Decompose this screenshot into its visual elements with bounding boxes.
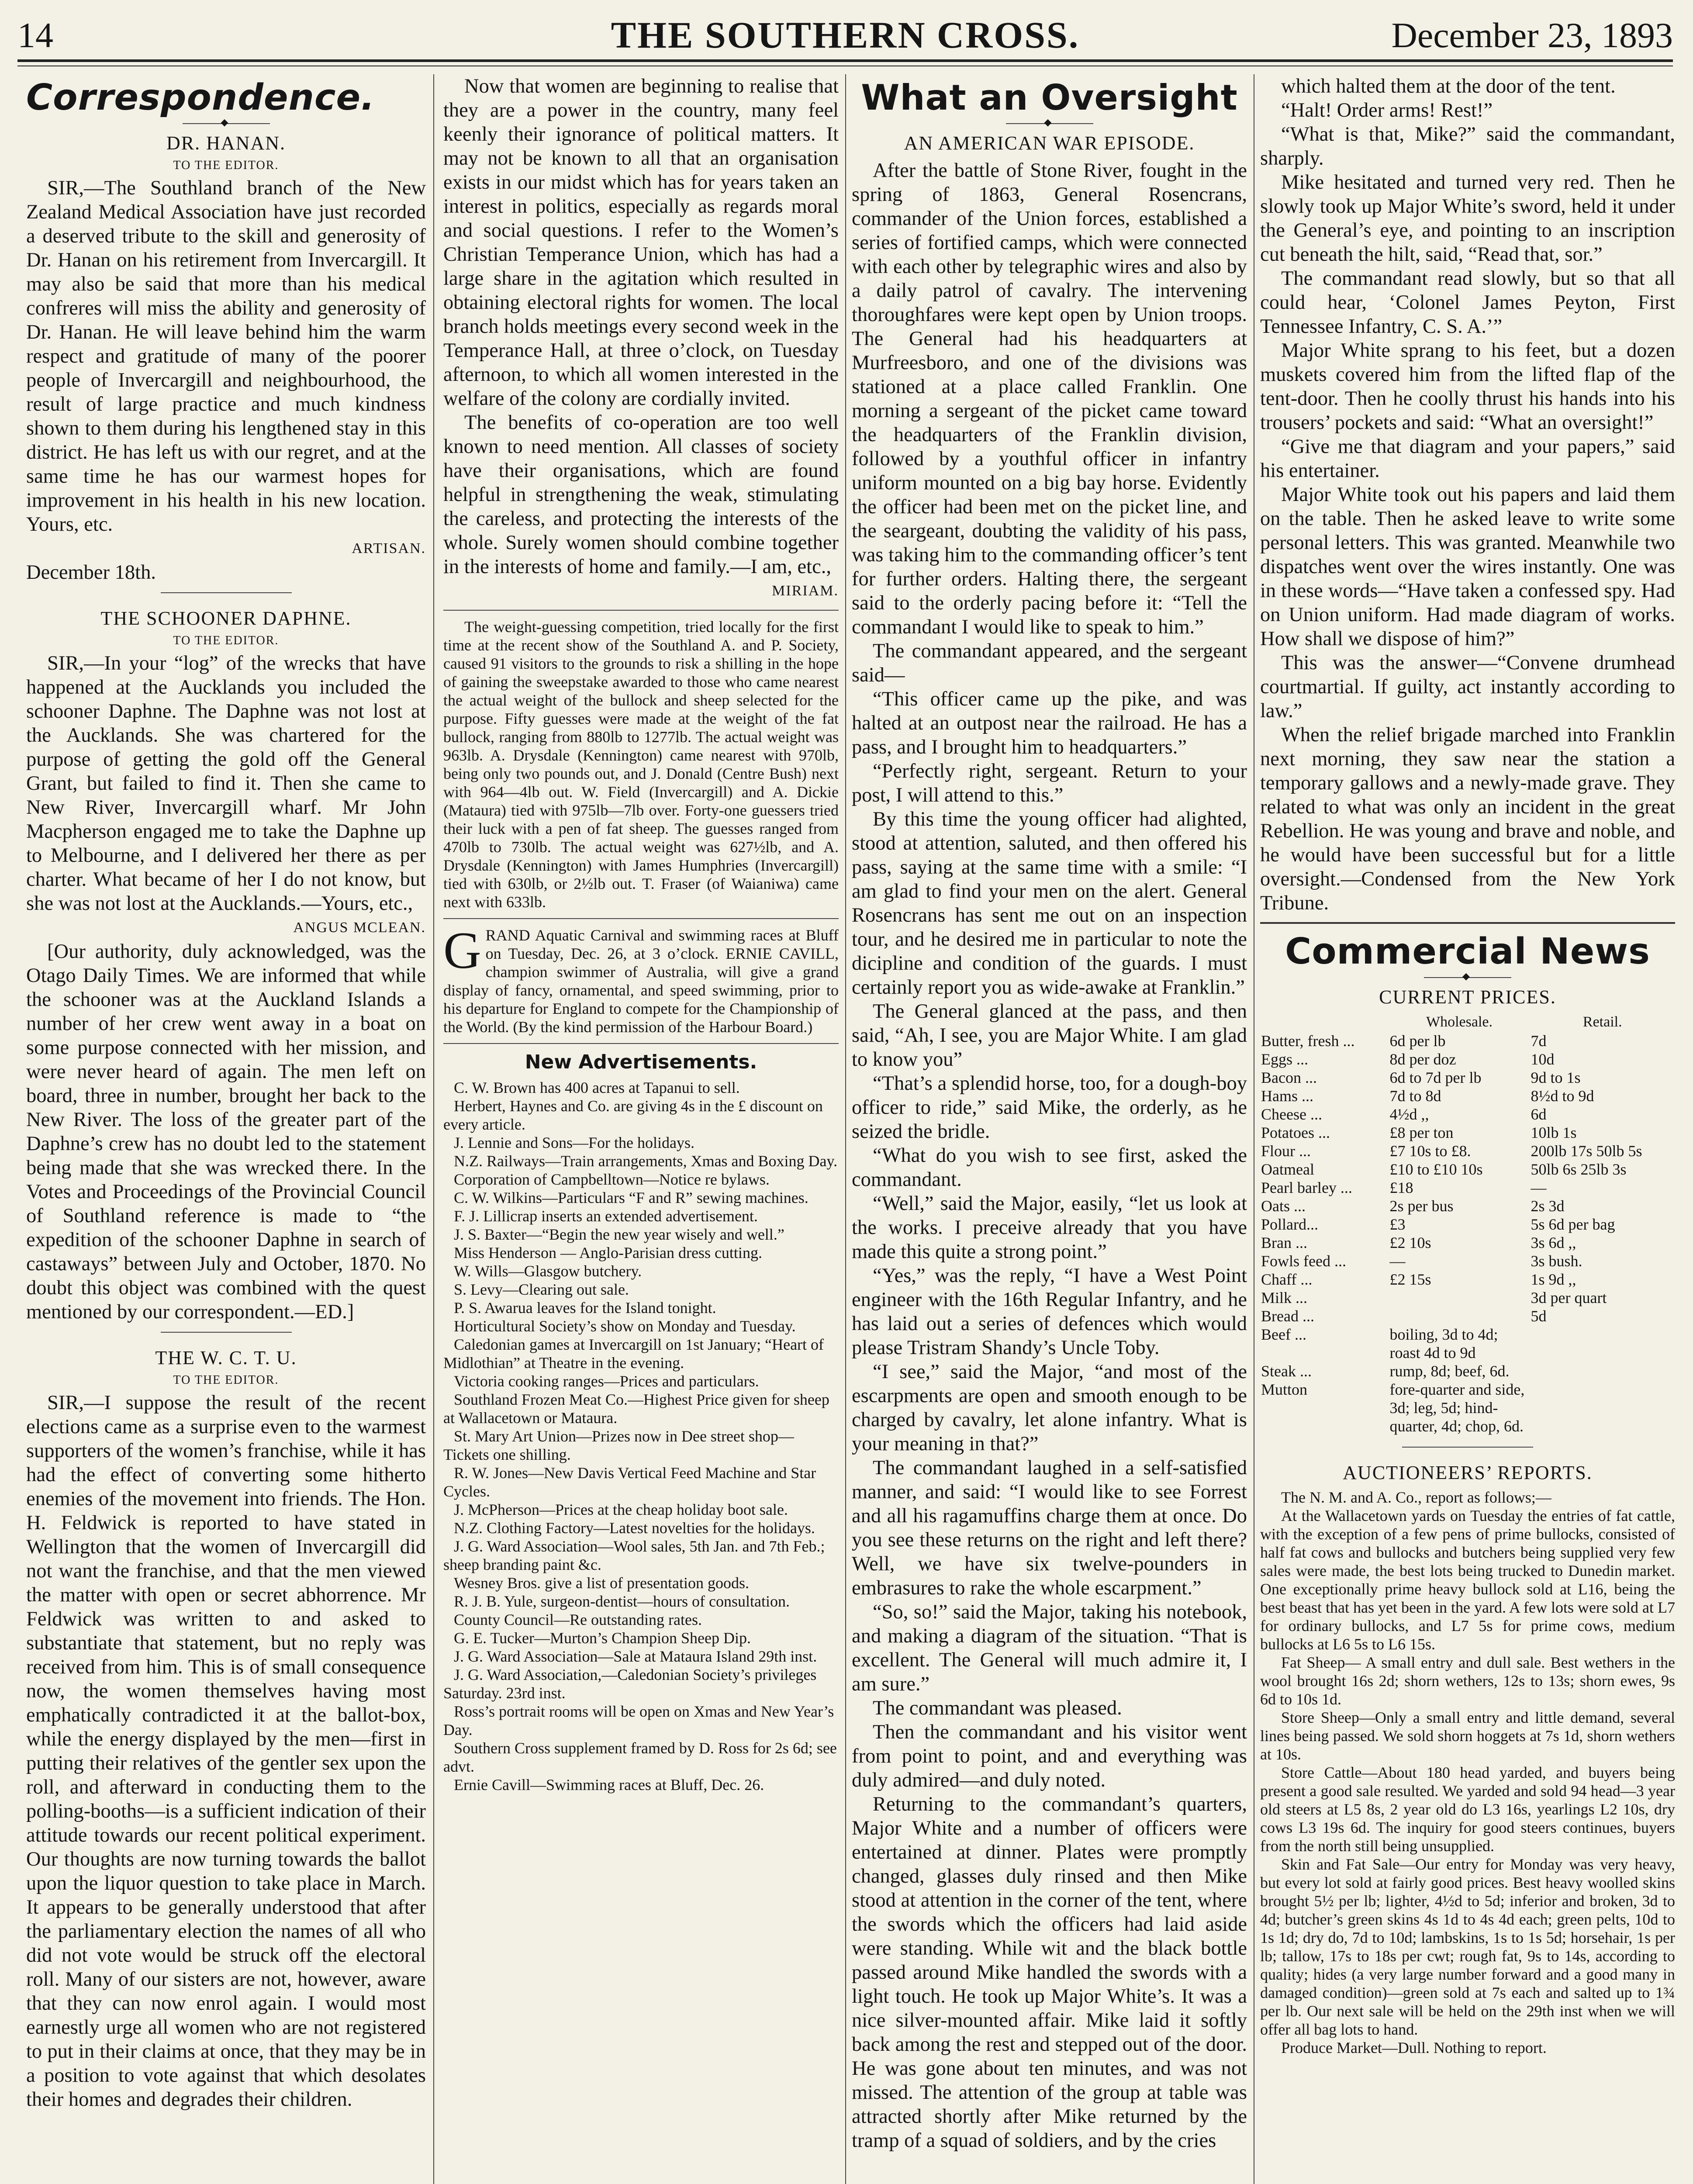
price-item: Potatoes ... [1261,1124,1330,1141]
advertisement-item: Southland Frozen Meat Co.—Highest Price given for sheep at Wallacetown or Mataura. [443,1391,829,1427]
story-paragraph: “Halt! Order arms! Rest!” [1281,99,1493,121]
advertisement-item: County Council—Re outstanding rates. [454,1611,702,1628]
advertisement-item: Corporation of Campbelltown—Notice re bylaws. [454,1171,770,1188]
price-row [1260,1380,1675,1435]
advertisement-item: J. S. Baxter—“Begin the new year wisely and well.” [454,1226,784,1243]
price-retail: 9d to 1s [1531,1069,1581,1086]
price-wholesale: 2s per bus [1389,1197,1454,1215]
advertisement-item: F. J. Lillicrap inserts an extended advertisement. [454,1207,758,1225]
advertisement-item: Caledonian games at Invercargill on 1st January; “Heart of Midlothian” at Theatre in the evening. [443,1336,824,1372]
price-wholesale: 6d to 7d per lb [1389,1069,1482,1086]
advertisement-item: Herbert, Haynes and Co. are giving 4s in the £ discount on every article. [443,1097,823,1133]
retail-column-header: Retail. [1582,1014,1622,1030]
newspaper-title: THE SOUTHERN CROSS. [611,14,1080,56]
price-row [1260,1215,1675,1234]
price-row [1260,1105,1675,1123]
story-paragraph: “What do you wish to see first, asked the commandant. [852,1144,1247,1191]
price-wholesale: £2 15s [1389,1271,1431,1288]
price-row [1260,1289,1675,1307]
letter-dateline: December 18th. [26,561,156,584]
advertisement-item: C. W. Wilkins—Particulars “F and R” sewing machines. [454,1189,808,1206]
advertisement-item: N.Z. Railways—Train arrangements, Xmas and Boxing Day. [454,1152,838,1170]
price-item: Bread ... [1261,1307,1314,1325]
story-paragraph: This was the answer—“Convene drumhead courtmartial. If guilty, act instantly according to law.” [1260,652,1675,722]
price-retail: 10d [1531,1051,1555,1068]
price-item: Chaff ... [1261,1271,1313,1288]
letter-signature: ANGUS MCLEAN. [293,919,426,936]
drop-cap: G [443,921,481,979]
price-wholesale: £7 10s to £8. [1389,1142,1471,1160]
price-item: Fowls feed ... [1261,1252,1346,1270]
price-retail: — [1531,1179,1547,1196]
advertisement-item: J. Lennie and Sons—For the holidays. [454,1134,694,1151]
letter-title: THE SCHOONER DAPHNE. [100,608,352,629]
advertisement-item: G. E. Tucker—Murton’s Champion Sheep Dip. [454,1629,751,1647]
auction-report-paragraph: Store Cattle—About 180 head yarded, and buyers being present a good sale resulted. We yarded and sold 94 head—3 year old steers at L5 8s, 2 year old do L3 16s, yearlings L2 10s, dry cows L3 19s 6d. The inquiry for good steers continues, buyers from the north still being unsupplied. [1260,1764,1675,1855]
price-retail: 3d per quart [1531,1289,1607,1306]
story-paragraph: The General glanced at the pass, and then said, “Ah, I see, you are Major White. I am glad to know you” [852,1000,1247,1071]
to-editor-label: TO THE EDITOR. [173,159,279,172]
price-wholesale: 8d per doz [1389,1051,1456,1068]
price-retail: 3s 6d ,, [1531,1234,1576,1251]
price-row [1260,1234,1675,1252]
price-row [1260,1032,1675,1050]
weight-guessing-article: The weight-guessing competition, tried locally for the first time at the recent show of the Southland A. and P. Society, caused 91 visitors to the grounds to risk a shilling in the hope of gaining the sweepstake awarded to those who came nearest the actual weight of the bullock and sheep selected for the purpose. Fifty guesses were made at the weight of the fat bullock, ranging from 880lb to 1277lb. The actual weight was 963lb. A. Drysdale (Kennington) came nearest with 970lb, being only two pounds out, and J. Donald (Centre Bush) next with 964—4lb out. W. Field (Invercargill) and A. Dickie (Mataura) tied with 975lb—7lb over. Forty-one guessers tried their luck with a pen of fat sheep. The guesses ranged from 470lb to 730lb. The actual weight was 627½lb, and A. Drysdale (Kennington) with James Humphries (Invercargill) tied with 630lb, or 2½lb out. T. Fraser (of Waianiwa) came next with 633lb. [443,618,839,911]
advertisement-item: R. W. Jones—New Davis Vertical Feed Machine and Star Cycles. [443,1464,816,1500]
advertisement-list [443,1078,839,1794]
advertisement-item: P. S. Awarua leaves for the Island tonight. [454,1299,716,1317]
price-wholesale: — [1389,1252,1406,1270]
auctioneers-title: AUCTIONEERS’ REPORTS. [1343,1462,1593,1483]
story-paragraph: The commandant appeared, and the sergeant said— [852,640,1247,686]
divider [161,592,292,593]
story-paragraph: “I see,” said the Major, “and most of the escarpments are open and smooth enough to be charged by cavalry, let alone infantry. What is your meaning in that?” [852,1361,1247,1455]
price-wholesale: 4½d ,, [1389,1106,1429,1123]
price-row [1260,1362,1675,1380]
story-paragraph: “So, so!” said the Major, taking his notebook, and making a diagram of the situation. “That is excellent. The General will much admire it, I am sure.” [852,1601,1247,1695]
price-retail: 10lb 1s [1531,1124,1577,1141]
column-correspondence [26,74,426,2184]
new-advertisements-heading: New Advertisements. [525,1051,757,1073]
price-retail: 50lb 6s 25lb 3s [1531,1161,1627,1178]
price-retail [1530,1325,1676,1362]
price-wholesale: £2 10s [1389,1234,1431,1251]
story-paragraph: “Well,” said the Major, easily, “let us look at the works. I preceive already that you have made this quite a strong point.” [852,1192,1247,1263]
advertisement-item: Horticultural Society’s show on Monday and Tuesday. [454,1317,796,1335]
advertisement-item: S. Levy—Clearing out sale. [454,1281,629,1298]
masthead [17,10,1673,58]
price-retail: 1s 9d ,, [1531,1271,1576,1288]
carnival-text: RAND Aquatic Carnival and swimming races at Bluff on Tuesday, Dec. 26, at 3 o’clock. ERNIE CAVILL, champion swimmer of Australia, will give a grand display of fancy, ornamental, and speed swimming, prior to his departure for England to compete for the Championship of the World. (By the kind permission of the Harbour Board.) [443,926,839,1036]
editor-note: [Our authority, duly acknowledged, was the Otago Daily Times. We are informed that while the schooner was at the Auckland Islands a number of her crew went away in a boat on some purpose connected with her mission, and were never heard of again. The men left on board, three in number, brought her back to the New River. The loss of the greater part of the Daphne’s crew has no doubt led to the statement being made that she was wrecked there. In the Votes and Proceedings of the Provincial Council of Southland reference is made to “the expedition of the schooner Daphne in search of castaways” between July and October, 1870. No doubt this object was combined with the quest mentioned by our correspondent.—ED.] [26,940,426,1323]
price-retail: 200lb 17s 50lb 5s [1531,1142,1642,1160]
divider [443,610,839,611]
price-wholesale: £10 to £10 10s [1389,1161,1483,1178]
divider [1260,922,1675,924]
story-paragraph: “Perfectly right, sergeant. Return to your post, I will attend to this.” [852,760,1247,806]
letter-body: SIR,—The Southland branch of the New Zealand Medical Association have just recorded a deserved tribute to the skill and generosity of Dr. Hanan on his retirement from Invercargill. It may also be said that more than his medical confreres will miss the ability and generosity of Dr. Hanan. He will leave behind him the warm respect and gratitude of many of the poorer people of Invercargill and neighbourhood, the result of large practice and much kindness shown to them during his lengthened stay in this district. He has left us with our regret, and at the same time he has our warmest hopes for improvement in his health in his new location. Yours, etc. [26,177,426,536]
price-retail: 6d [1531,1106,1547,1123]
price-item: Oatmeal [1261,1161,1314,1178]
auction-report-paragraph: Skin and Fat Sale—Our entry for Monday was very heavy, but every lot sold at fairly good prices. Best heavy woolled skins brought 5½ per lb; lighter, 4½d to 5d; inferior and broken, 3d to 4d; butcher’s green skins 4s 1d to 4s 4d each; green pelts, 10d to 1s 1d; dry do, 7d to 10d; lambskins, 1s to 1s 5d; horsehair, 1s per lb; tallow, 17s to 18s per cwt; rough fat, 9s to 14s, according to quality; hides (a very large number forward and a good many in damaged condition)—green sold at 7s each and salted up to 1¾ per lb. Our next sale will be held on the 29th inst when we will offer all bag lots to hand. [1260,1856,1675,2038]
price-item: Flour ... [1261,1142,1311,1160]
letter-signature: MIRIAM. [772,583,839,599]
price-wholesale [1389,1307,1530,1325]
price-retail: 2s 3d [1531,1197,1565,1215]
story-paragraph: Major White sprang to his feet, but a dozen muskets covered him from the lifted flap of the tent-door. Then he coolly thrust his hands into his trousers’ pockets and said: “What an oversight!” [1260,339,1675,434]
auction-report-paragraph: Produce Market—Dull. Nothing to report. [1281,2039,1547,2056]
price-item: Cheese ... [1261,1106,1322,1123]
price-wholesale: £18 [1389,1179,1413,1196]
letter-body: SIR,—In your “log” of the wrecks that have happened at the Aucklands you included the schooner Daphne. The Daphne was not lost at the Aucklands. She was chartered for the purpose of getting the gold off the General Grant, but failed to find it. Then she came to New River, Invercargill wharf. Mr John Macpherson engaged me to take the Daphne up to Melbourne, and I delivered her there as per charter. What became of her I do not know, but she was not lost at the Aucklands.—Yours, etc., [26,652,426,915]
story-body [852,159,1247,2153]
story-paragraph: Major White took out his papers and laid them on the table. Then he asked leave to write some personal letters. This was granted. Meanwhile two dispatches went over the wires instantly. One was in these words—“Have taken a confessed spy. Had on Union uniform. Had made diagram of works. How shall we dispose of him?” [1260,484,1675,650]
price-wholesale: rump, 8d; beef, 6d. [1389,1362,1510,1380]
advertisement-item: J. McPherson—Prices at the cheap holiday boot sale. [454,1501,788,1518]
price-row [1260,1307,1675,1325]
to-editor-label: TO THE EDITOR. [173,1373,279,1387]
price-retail: 5d [1531,1307,1547,1325]
column-divider [845,74,846,2184]
price-wholesale: boiling, 3d to 4d; roast 4d to 9d [1389,1326,1498,1362]
price-row [1260,1252,1675,1270]
price-row [1260,1197,1675,1215]
advertisement-item: R. J. B. Yule, surgeon-dentist—hours of consultation. [454,1593,790,1610]
letter-title: DR. HANAN. [166,132,286,154]
price-item: Beef ... [1261,1326,1306,1343]
advertisement-item: Ernie Cavill—Swimming races at Bluff, Dec. 26. [454,1776,764,1794]
prices-table [1260,1013,1675,1435]
price-row [1260,1325,1675,1362]
story-paragraph: “Yes,” was the reply, “I have a West Point engineer with the 16th Regular Infantry, and he has laid out a series of defences which would please Tristram Shandy’s Uncle Toby. [852,1265,1247,1359]
story-paragraph: “What is that, Mike?” said the commandant, sharply. [1260,123,1675,169]
story-heading: What an Oversight [861,77,1238,118]
masthead-rule [17,59,1673,62]
ornament-divider [1006,123,1093,124]
page-number: 14 [17,15,53,55]
story-subheading: AN AMERICAN WAR EPISODE. [904,132,1195,154]
price-retail: 7d [1531,1032,1547,1050]
story-paragraph: After the battle of Stone River, fought in the spring of 1863, General Rosencrans, commander of the Union forces, established a series of fortified camps, which were connected with each other by telegraphic wires and also by a daily patrol of cavalry. The intervening thoroughfares were kept open by Union troops. The General had his headquarters at Murfreesboro, and one of the divisions was stationed at a place called Franklin. One morning a sergeant of the picket came toward the headquarters of the Franklin division, followed by a youthful officer in infantry uniform mounted on a big bay horse. Evidently the officer had been met on the picket line, and the seargeant, doubting the validity of his pass, was taking him to the commanding officer’s tent for further orders. Halting there, the sergeant said to the orderly pacing before it: “Tell the commandant I would like to speak to him.” [852,159,1247,638]
issue-date: December 23, 1893 [1391,15,1673,55]
story-paragraph: The commandant laughed in a self-satisfied manner, and said: “I would like to see Forrest and all his ragamuffins charge them at once. Do you see these returns on the right and left there? Well, we have six twelve-pounders in embrasures to rake the whole escarpment.” [852,1457,1247,1599]
price-row [1260,1087,1675,1105]
price-item: Steak ... [1261,1362,1312,1380]
price-item: Eggs ... [1261,1051,1308,1068]
price-item: Bacon ... [1261,1069,1317,1086]
story-paragraph: The commandant read slowly, but so that all could hear, ‘Colonel James Peyton, First Tennessee Infantry, C. S. A.’” [1260,267,1675,338]
price-item: Bran ... [1261,1234,1307,1251]
advertisement-item: J. G. Ward Association,—Caledonian Society’s privileges Saturday. 23rd inst. [443,1666,817,1702]
column-two [443,74,839,2184]
letter-continued: The benefits of co-operation are too well known to need mention. All classes of society have their organisations, which are found helpful in strengthening the weak, stimulating the careless, and protecting the interests of the whole. Surely women should combine together in the interests of home and family.—I am, etc., [443,411,839,578]
letter-continued: Now that women are beginning to realise that they are a power in the country, many feel keenly their ignorance of political matters. It may not be known to all that an organisation exists in our midst which has for years taken an interest in politics, especially as regards moral and social questions. I refer to the Women’s Christian Temperance Union, which has had a large share in the agitation which resulted in obtaining electoral rights for women. The local branch holds meetings every second week in the Temperance Hall, at three o’clock, on Tuesday afternoon, to which all women interested in the welfare of the colony are cordially invited. [443,75,839,410]
column-divider [433,74,434,2184]
price-wholesale: £8 per ton [1389,1124,1454,1141]
price-item: Milk ... [1261,1289,1308,1306]
price-item: Butter, fresh ... [1261,1032,1355,1050]
price-row [1260,1270,1675,1289]
divider [161,1332,292,1333]
story-paragraph: “That’s a splendid horse, too, for a dough-boy officer to ride,” said Mike, the orderly, as he seized the bridle. [852,1072,1247,1143]
price-row [1260,1160,1675,1178]
carnival-notice [443,921,839,1036]
story-continued [1260,74,1675,915]
story-paragraph: which halted them at the door of the tent. [1281,75,1616,97]
letter-title: THE W. C. T. U. [155,1347,297,1368]
price-retail: 5s 6d per bag [1531,1216,1615,1233]
story-paragraph: Mike hesitated and turned very red. Then he slowly took up Major White’s sword, held it under the General’s eye, and pointing to an inscription cut beneath the hilt, said, “Read that, sor.” [1260,171,1675,266]
advertisement-item: W. Wills—Glasgow butchery. [454,1262,642,1280]
advertisement-item: Wesney Bros. give a list of presentation goods. [454,1574,749,1592]
advertisement-item: J. G. Ward Association—Wool sales, 5th Jan. and 7th Feb.; sheep branding paint &c. [443,1538,825,1573]
story-paragraph: “This officer came up the pike, and was halted at an outpost near the railroad. He has a pass, and I brought him to headquarters.” [852,688,1247,758]
story-paragraph: By this time the young officer had alighted, stood at attention, saluted, and then offered his pass, saying at the same time with a smile: “I am glad to find your men on the alert. General Rosencrans has sent me out on an inspection tour, and he desired me in particular to note the dicipline and condition of the guards. I must certainly report you as wide-awake at Franklin.” [852,808,1247,999]
price-item: Mutton [1261,1381,1308,1398]
auction-report-paragraph: At the Wallacetown yards on Tuesday the entries of fat cattle, with the exception of a few pens of prime bullocks, consisted of half fat cows and bullocks and butchers being supplied very few sales were made, the best lots being trucked to Dunedin market. One exceptionally prime heavy bullock sold at L16, being the best beast that has yet been in the yard. A few lots were sold at L7 for ordinary bullocks, and L7 5s for prime cows, medium bullocks at L6 5s to L6 15s. [1260,1507,1675,1653]
divider [1402,1447,1533,1448]
price-row [1260,1050,1675,1068]
letter-body: SIR,—I suppose the result of the recent elections came as a surprise even to the warmest supporters of the women’s franchise, while it has had the effect of converting some hitherto enemies of the movement into friends. The Hon. H. Feldwick is reported to have stated in Wellington that the women of Invercargill did not want the franchise, and that the men viewed the matter with open or secret abhorrence. Mr Feldwick was written to and asked to substantiate that statement, but no reply was received from him. This is of small consequence now, the women themselves having most emphatically contradicted it at the ballot-box, while the energy displayed by the men—first in putting their relatives of the gentler sex upon the roll, and afterward in conducting them to the polling-booths—is a sufficient indication of their attitude towards our recent political experiment. Our thoughts are now turning towards the ballot upon the liquor question to take place in March. It appears to be generally understood that after the parliamentary election the names of all who did not vote would be struck off the electoral roll. Many of our sisters are not, however, aware that they can now enrol again. I would most earnestly urge all women who are not registered to put in their claims at once, that they may be in a position to vote against that which desolates their homes and degrades their children. [26,1392,426,2111]
advertisement-item: Ross’s portrait rooms will be open on Xmas and New Year’s Day. [443,1703,834,1738]
auction-report-paragraph: Fat Sheep— A small entry and dull sale. Best wethers in the wool brought 16s 2d; shorn wethers, 12s to 13s; shorn ewes, 9s 6d to 10s 1d. [1260,1654,1675,1708]
price-wholesale: 6d per lb [1389,1032,1446,1050]
price-wholesale: £3 [1389,1216,1406,1233]
price-row [1260,1142,1675,1160]
advertisement-item: Miss Henderson — Anglo-Parisian dress cutting. [454,1244,762,1261]
price-item: Pearl barley ... [1261,1179,1352,1196]
to-editor-label: TO THE EDITOR. [173,634,279,647]
letter-signature: ARTISAN. [352,540,426,556]
divider [443,1043,839,1044]
price-wholesale [1389,1289,1530,1307]
wholesale-column-header: Wholesale. [1426,1014,1493,1030]
story-paragraph: Then the commandant and his visitor went from point to point, and and everything was duly admired—and duly noted. [852,1721,1247,1791]
advertisement-item: Victoria cooking ranges—Prices and particulars. [454,1372,759,1390]
advertisement-item: C. W. Brown has 400 acres at Tapanui to sell. [454,1079,740,1096]
price-retail: 8½d to 9d [1531,1087,1594,1105]
price-row [1260,1178,1675,1197]
story-paragraph: The commandant was pleased. [873,1697,1122,1719]
auction-report-paragraph: Store Sheep—Only a small entry and little demand, several lines being passed. We sold shorn hoggets at 7s 1d, shorn wethers at 10s. [1260,1709,1675,1763]
auction-report-paragraph: The N. M. and A. Co., report as follows;— [1281,1489,1551,1506]
divider [443,918,839,919]
current-prices-title: CURRENT PRICES. [1379,986,1556,1008]
section-heading-correspondence: Correspondence. [26,77,375,118]
story-paragraph: When the relief brigade marched into Franklin next morning, they saw near the station a temporary gallows and a newly-made grave. They related to what was only an incident in the great Rebellion. He was young and brave and noble, and he would have been successful but for a little oversight.—Condensed from the New York Tribune. [1260,724,1675,914]
commercial-news-heading: Commercial News [1285,931,1650,972]
price-wholesale: 7d to 8d [1389,1087,1441,1105]
story-paragraph: Returning to the commandant’s quarters, Major White and a number of officers were entertained at dinner. Plates were promptly changed, glasses duly rinsed and then Mike stood at attention in the corner of the tent, where the swords which the officers had laid aside were standing. While wit and the black bottle passed around Mike handled the swords with a light touch. He took up Major White’s. It was a nice silver-mounted affair. Mike laid it softly back among the rest and stepped out of the door. He was gone about ten minutes, and was not missed. The attention of the group at table was attracted shortly after Mike returned by the tramp of a squad of soldiers, and by the cries [852,1793,1247,2152]
price-wholesale: fore-quarter and side, 3d; leg, 5d; hind-quarter, 4d; chop, 6d. [1389,1381,1525,1435]
advertisement-item: J. G. Ward Association—Sale at Mataura Island 29th inst. [454,1648,817,1665]
auctioneers-reports [1260,1488,1675,2057]
price-row [1260,1068,1675,1087]
advertisement-item: St. Mary Art Union—Prizes now in Dee street shop—Tickets one shilling. [443,1427,794,1463]
price-item: Oats ... [1261,1197,1306,1215]
price-item: Hams ... [1261,1087,1313,1105]
price-row [1260,1123,1675,1142]
ornament-divider [1424,977,1511,978]
price-retail [1530,1380,1676,1435]
column-four [1260,74,1675,2184]
price-retail: 3s bush. [1531,1252,1582,1270]
column-three [852,74,1247,2184]
ornament-divider [183,123,270,124]
advertisement-item: N.Z. Clothing Factory—Latest novelties for the holidays. [454,1519,815,1537]
price-item: Pollard... [1261,1216,1318,1233]
story-paragraph: “Give me that diagram and your papers,” said his entertainer. [1260,435,1675,482]
advertisement-item: Southern Cross supplement framed by D. Ross for 2s 6d; see advt. [443,1739,837,1775]
price-retail [1530,1362,1676,1380]
